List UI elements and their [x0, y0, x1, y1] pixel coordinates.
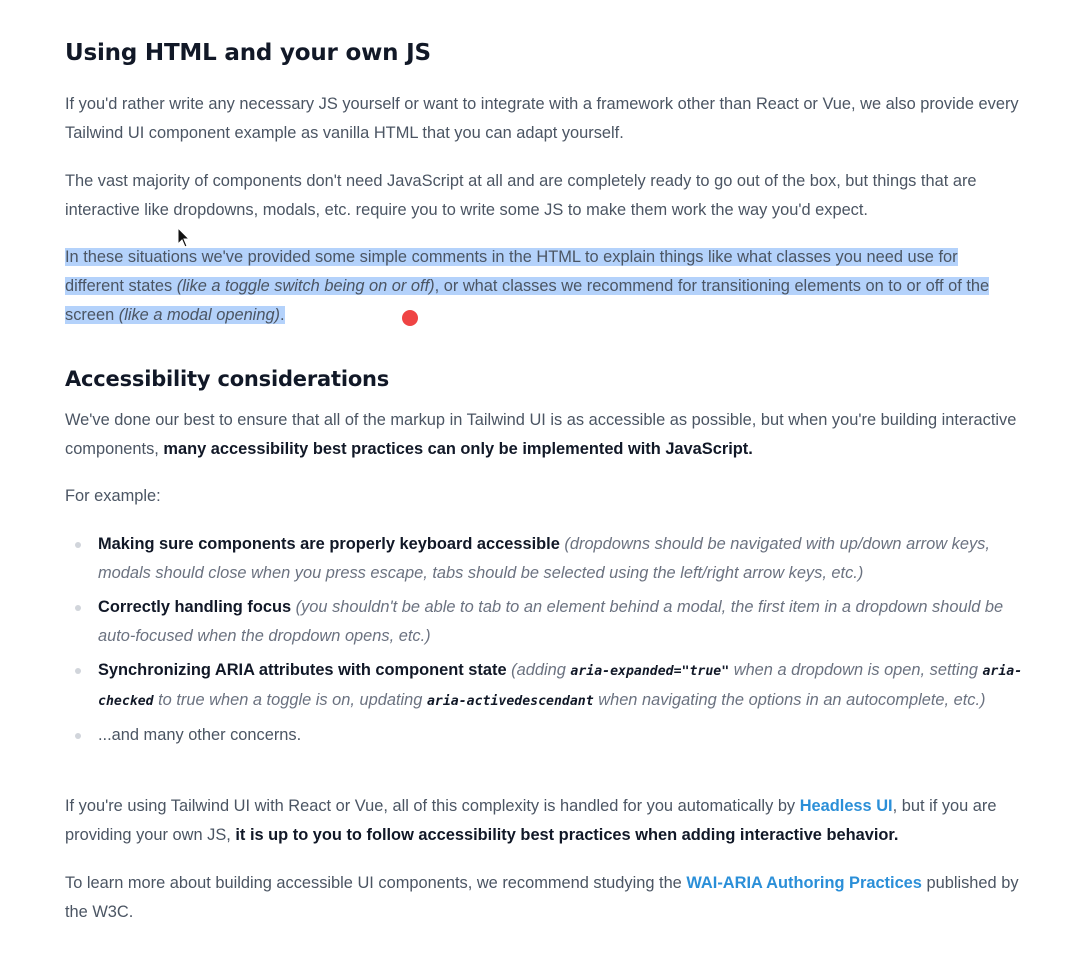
- code-aria-checked: aria-checked: [98, 664, 1023, 709]
- selected-text: In these situations we've provided some simple comments in the HTML to explain things like what classes you need use for different states (like a toggle switch being on or off), or what classes we recommend for transitioning elements on to or off of the screen (like a modal opening).: [65, 248, 990, 324]
- code-aria-expanded: aria-expanded="true": [570, 664, 730, 679]
- bullet-icon: [75, 668, 81, 674]
- paragraph-accessibility-intro: We've done our best to ensure that all of the markup in Tailwind UI is as accessible as possible, but when you're building interactive components, many accessibility best practices can only be implemented with JavaScript.: [65, 411, 1017, 458]
- list-item: Synchronizing ARIA attributes with component state (adding aria-expanded="true" when a dropdown is open, setting aria-checked to true when a toggle is on, updating aria-activedescendant when navigating the options in an autocomplete, etc.): [65, 656, 1025, 716]
- code-aria-activedescendant: aria-activedescendant: [426, 694, 594, 709]
- paragraph-selected-situations: [65, 243, 1020, 330]
- headless-ui-link[interactable]: Headless UI: [799, 797, 893, 815]
- paragraph-learn-more: To learn more about building accessible UI components, we recommend studying the WAI-ARIA Authoring Practices published by the W3C.: [65, 874, 1019, 921]
- list-item: Correctly handling focus (you shouldn't be able to tab to an element behind a modal, the first item in a dropdown should be auto-focused when the dropdown opens, etc.): [65, 593, 1025, 651]
- accessibility-list: [65, 530, 1025, 755]
- wai-aria-link[interactable]: WAI-ARIA Authoring Practices: [686, 874, 922, 892]
- bullet-icon: [75, 733, 81, 739]
- bullet-icon: [75, 605, 81, 611]
- list-item: Making sure components are properly keyboard accessible (dropdowns should be navigated with up/down arrow keys, modals should close when you press escape, tabs should be selected using the left/right arrow keys, etc.): [65, 530, 1025, 588]
- bullet-icon: [75, 542, 81, 548]
- paragraph-vast-majority: The vast majority of components don't need JavaScript at all and are completely ready to go out of the box, but things that are interactive like dropdowns, modals, etc. require you to write some JS to make them work the way you'd expect.: [65, 172, 977, 219]
- mouse-pointer-icon: [177, 227, 191, 249]
- paragraph-vanilla-html: If you'd rather write any necessary JS yourself or want to integrate with a framework other than React or Vue, we also provide every Tailwind UI component example as vanilla HTML that you can adapt yourself.: [65, 95, 1019, 142]
- list-item: ...and many other concerns.: [65, 721, 1025, 750]
- heading-using-html-js: Using HTML and your own JS: [65, 40, 431, 66]
- paragraph-headless-ui: If you're using Tailwind UI with React or Vue, all of this complexity is handled for you automatically by Headless UI, but if you are providing your own JS, it is up to you to follow accessibility best practices when adding interactive behavior.: [65, 797, 997, 844]
- heading-accessibility: Accessibility considerations: [65, 367, 390, 391]
- record-dot-icon: [402, 310, 418, 326]
- paragraph-for-example: For example:: [65, 487, 161, 505]
